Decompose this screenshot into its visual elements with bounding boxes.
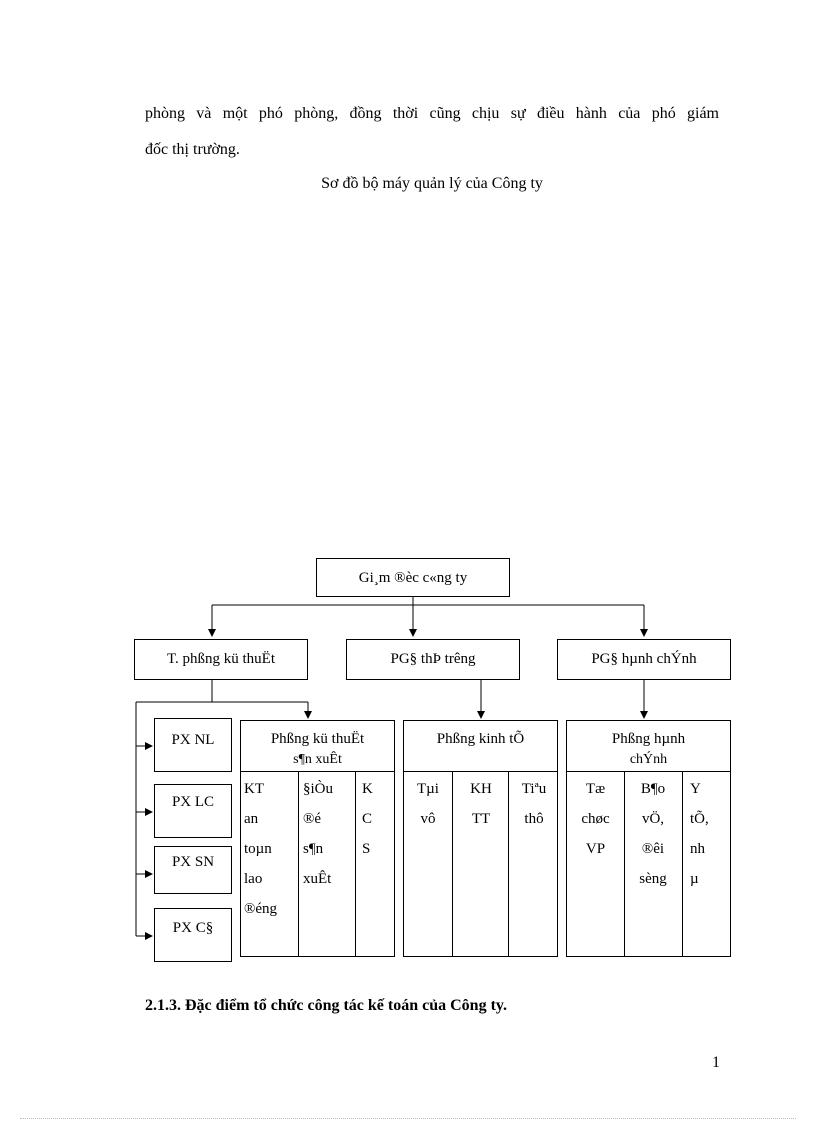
cell-line: KT — [244, 781, 264, 797]
cell-line: nh — [690, 841, 705, 857]
dept-title: Phßng kinh tÕ — [436, 731, 525, 747]
org-level2-label: T. phßng kü thuËt — [166, 651, 276, 667]
paragraph-line-2: đốc thị trường. — [145, 141, 240, 158]
cell-line: lao — [244, 871, 263, 887]
workshop-label: PX C§ — [172, 920, 214, 936]
dept-subtitle: chÝnh — [629, 752, 668, 767]
cell-line: µ — [690, 871, 699, 887]
cell-line: Y — [690, 781, 701, 797]
workshop-box — [154, 718, 232, 772]
org-level2-admin — [557, 639, 731, 680]
cell-line: Tµi — [417, 781, 439, 797]
cell-line: ®éng — [244, 901, 278, 917]
workshop-box — [154, 908, 232, 962]
cell-line: B¶o — [640, 781, 666, 797]
cell-line: s¶n — [303, 841, 324, 857]
cell-line: an — [244, 811, 259, 827]
dept-business-header — [403, 720, 558, 772]
dept-col — [303, 774, 351, 894]
cell-line: tÕ, — [690, 811, 709, 827]
dept-col — [362, 774, 382, 864]
org-level2-label: PG§ thÞ trêng — [390, 651, 476, 667]
cell-line: K — [362, 781, 373, 797]
cell-line: S — [362, 841, 371, 857]
org-top-box — [316, 558, 510, 597]
paragraph-line-1: phòng và một phó phòng, đồng thời cũng chịu sự điều hành của phó giám — [145, 105, 719, 122]
cell-line: KH — [470, 781, 492, 797]
org-level2-market — [346, 639, 520, 680]
org-top-label: Gi¸m ®èc c«ng ty — [358, 570, 468, 586]
cell-line: ®êi — [641, 841, 665, 857]
dept-title: Phßng kü thuËt — [270, 731, 365, 747]
cell-line: §iÒu — [303, 781, 333, 797]
dept-col — [627, 774, 679, 894]
dept-col — [690, 774, 726, 894]
cell-line: Tiªu — [521, 781, 547, 797]
cell-line: thô — [524, 811, 544, 827]
dept-col — [568, 774, 623, 864]
cell-line: chøc — [581, 811, 610, 827]
cell-line: C — [362, 811, 373, 827]
cell-line: vÖ, — [641, 811, 665, 827]
cell-line: VP — [585, 841, 606, 857]
dept-admin-header — [566, 720, 731, 772]
dept-technical-header — [240, 720, 395, 772]
org-level2-label: PG§ hµnh chÝnh — [591, 651, 697, 667]
cell-line: TT — [471, 811, 491, 827]
workshop-label: PX SN — [171, 854, 215, 870]
cell-line: vô — [420, 811, 436, 827]
workshop-box — [154, 784, 232, 838]
page-number: 1 — [712, 1054, 720, 1071]
chart-caption: Sơ đồ bộ máy quản lý của Công ty — [321, 175, 543, 192]
workshop-label: PX LC — [171, 794, 215, 810]
dept-col — [244, 774, 284, 924]
org-level2-technical — [134, 639, 308, 680]
workshop-label: PX NL — [171, 732, 215, 748]
cell-line: sèng — [639, 871, 667, 887]
page-bottom-divider — [20, 1118, 796, 1119]
cell-line: ®é — [303, 811, 322, 827]
cell-line: Tæ — [585, 781, 606, 797]
dept-col — [454, 774, 508, 834]
cell-line: xuÊt — [303, 871, 332, 887]
dept-col — [511, 774, 557, 834]
section-heading: 2.1.3. Đặc điểm tổ chức công tác kế toán của Công ty. — [145, 997, 508, 1014]
dept-subtitle: s¶n xuÊt — [293, 752, 342, 767]
dept-title: Phßng hµnh — [611, 731, 686, 747]
dept-col — [405, 774, 451, 834]
workshop-box — [154, 846, 232, 894]
cell-line: toµn — [244, 841, 272, 857]
